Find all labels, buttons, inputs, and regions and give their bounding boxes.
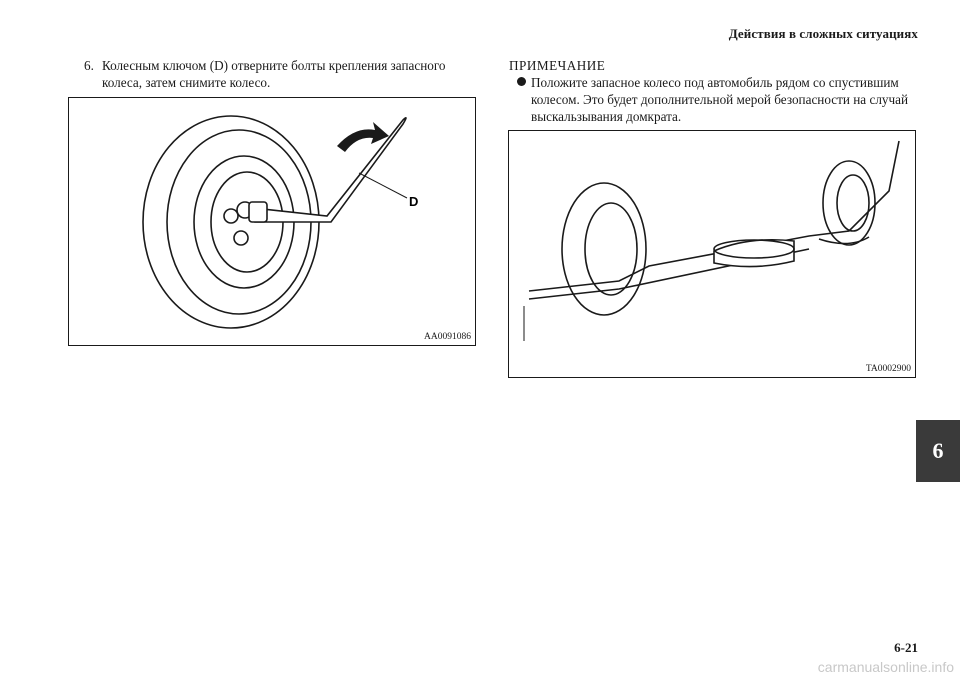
figure-spare-under-car — [508, 130, 916, 378]
figure-code: AA0091086 — [424, 332, 471, 342]
bolt-left — [224, 209, 238, 223]
wrench-socket — [249, 202, 267, 222]
step-text: Колесным ключом (D) отверните болты крепления запасного колеса, затем снимите колесо. — [102, 58, 446, 90]
note-bullet-text: Положите запасное колесо под автомобиль рядом со спустившим колесом. Это будет дополнительной мерой безопасности на случай выскальзывания домкрата. — [531, 75, 909, 124]
rear-wheel-inner — [837, 175, 869, 231]
spare-wheel-illustration — [509, 131, 915, 377]
page-number: 6-21 — [894, 640, 918, 655]
step-instruction — [84, 57, 484, 91]
bullet-icon — [517, 77, 526, 86]
rear-wheel-outer — [823, 161, 875, 245]
chapter-tab[interactable]: 6 — [916, 420, 960, 482]
figure-wheel-wrench — [68, 97, 476, 346]
spare-wheel — [714, 240, 794, 267]
note-bullet-item — [509, 74, 909, 125]
note-block — [509, 57, 909, 125]
figure-code: TA0002900 — [865, 364, 911, 374]
watermark: carmanualsonline.info — [817, 659, 954, 675]
front-wheel-outer — [562, 183, 646, 315]
running-header: Действия в сложных ситуациях — [728, 26, 918, 41]
step-number: 6. — [84, 58, 94, 73]
wheel-wrench-illustration — [69, 98, 475, 345]
label-leader — [359, 173, 407, 198]
bolt-bottom — [234, 231, 248, 245]
flat-tire-bulge — [819, 237, 869, 244]
note-heading: ПРИМЕЧАНИЕ — [509, 58, 606, 73]
figure-label-d: D — [409, 194, 419, 209]
